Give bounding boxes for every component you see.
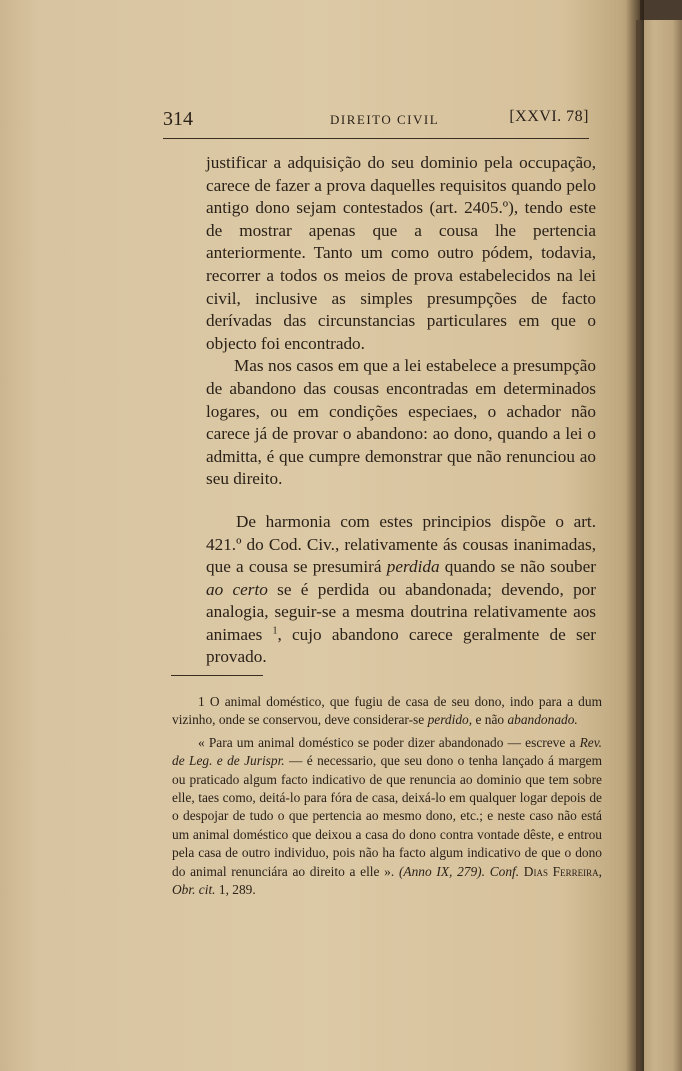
paragraph-3-text-1: De harmonia com estes principios dispõe o art. 421.º do Cod. Civ., relativamente ás cousas inanimadas, que a cousa se presumirá [206, 511, 596, 577]
italic-perdido: perdido, [427, 712, 473, 728]
footnote-marker: 1 [272, 625, 278, 637]
footnote-number: 1 [198, 694, 205, 709]
footnotes [172, 693, 602, 899]
gutter-shadow [626, 0, 644, 1071]
quote-text-2: — é necessario, que seu dono o tenha lançado á margem ou praticado algum facto indicativo de que renuncia ao dominio que tem sobre elle, taes como, deitá-lo para fóra de casa, deixá-lo em qualquer logar depois de o despojar de tudo o que pertencia ao mesmo dono, etc.; e neste caso não está um animal doméstico que deixou a casa do dono contra vontade dêste, e entrou pela casa de outro individuo, pois não ha facto algum indicativo de que o dono do animal renunciára ao direito a elle ». [172, 753, 602, 879]
italic-abandonado: abandonado. [507, 712, 578, 728]
page-header [163, 108, 589, 134]
running-title: DIREITO CIVIL [330, 112, 440, 127]
section-reference: [XXVI. 78] [509, 108, 589, 125]
paragraph-3-text-4: , cujo abandono carece geralmente de ser provado. [206, 624, 597, 667]
footnote-1 [172, 693, 602, 730]
italic-ao-certo: ao certo [206, 579, 268, 599]
footnote-1-text-1: O animal doméstico, que fugiu de casa de seu dono, indo para a dum vizinho, onde se conservou, deve considerar-se [172, 694, 602, 728]
header-rule [163, 138, 589, 139]
main-text [206, 152, 596, 669]
cited-work: Obr. cit. [172, 882, 216, 898]
cited-location: 1, 289. [218, 882, 256, 898]
footnote-quote [172, 734, 602, 900]
paragraph-1: justificar a adquisição do seu dominio pela occupação, carece de fazer a prova daquelles requisitos quando pelo antigo dono sejam contestados (art. 2405.º), tendo este de mostrar apenas que a cousa lhe pertencia anteriormente. Tanto um como outro pódem, todavia, recorrer a todos os meios de prova estabelecidos na lei civil, inclusive as simples presumpções de facto derívadas das circunstancias particulares em que o objecto foi encontrado. [206, 153, 596, 353]
page-number: 314 [163, 108, 193, 130]
footnote-rule [171, 675, 263, 676]
paragraph-3 [206, 511, 596, 669]
paragraph-2: Mas nos casos em que a lei estabelece a presumpção de abandono das cousas encontradas em determinados logares, ou em condições especiaes, o achador não carece já de provar o abandono: ao dono, quando a lei o admitta, é que cumpre demonstrar que não renunciou ao seu direito. [206, 356, 596, 489]
footnote-1-text-2: e não [475, 712, 505, 728]
conf-abbreviation: Conf. [489, 863, 520, 879]
quote-source: Rev. de Leg. e de Jurispr. [172, 734, 602, 769]
paragraph-3-text-2: quando se não souber [444, 557, 596, 577]
quote-citation: (Anno IX, 279). [398, 863, 485, 879]
cited-author: Dias Ferreira, [523, 863, 602, 879]
italic-perdida: perdida [386, 557, 440, 577]
quote-text-1: « Para um animal doméstico se poder dizer abandonado — escreve a [198, 734, 576, 750]
paragraph-3-text-3: se é perdida ou abandonada; devendo, por analogia, seguir-se a mesma doutrina relativamente aos animaes [206, 579, 596, 644]
